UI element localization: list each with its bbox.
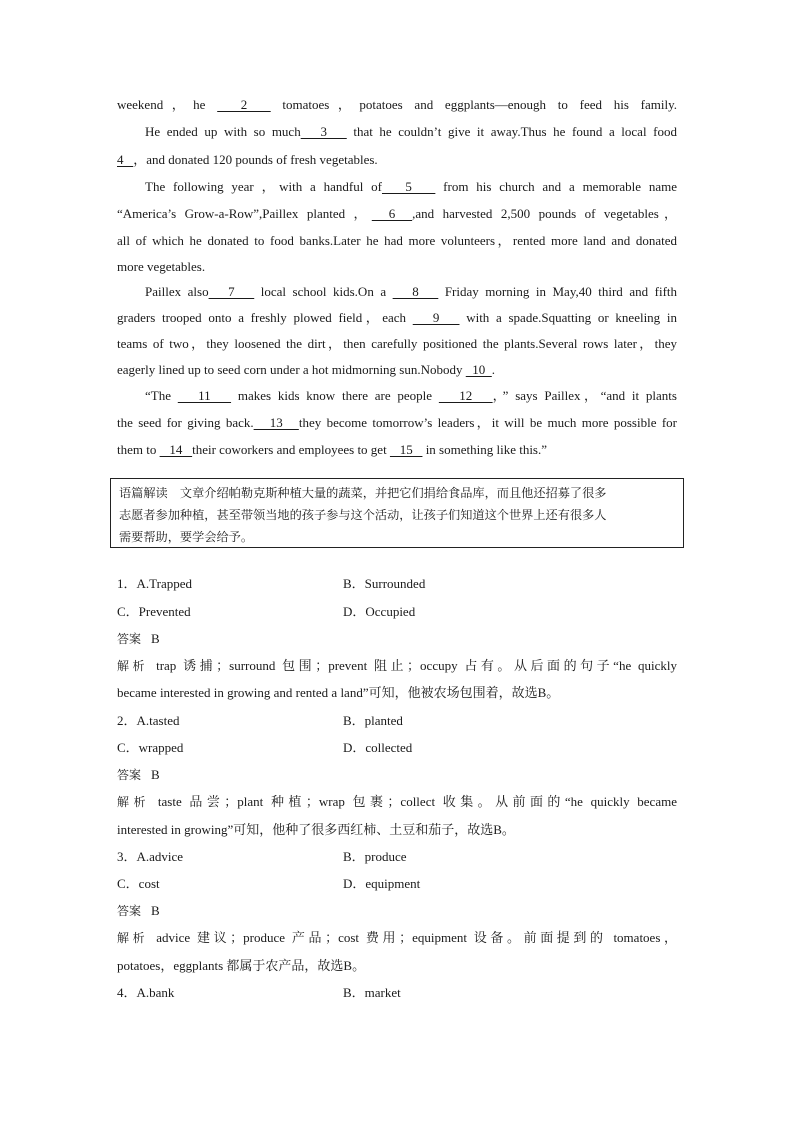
blank-7: 7: [208, 284, 255, 299]
q3-explanation-line-1: 解析 advice 建议；produce 产品；cost 费用；equipment 设备。前面提到的 tomatoes，: [117, 930, 677, 945]
passage-line-1: weekend，he 2 tomatoes，potatoes and eggplants—enough to feed his family.: [117, 97, 677, 112]
passage-line-13: the seed for giving back. 13 they become tomorrow’s leaders，it will be much more possible for: [117, 415, 677, 430]
q2-option-a: 2．A.tasted: [117, 713, 180, 728]
q1-explanation-line-1: 解析 trap 诱捕；surround 包围；prevent 阻止；occupy 占有。从后面的句子“he quickly: [117, 658, 677, 673]
passage-line-10: teams of two，they loosened the dirt，then carefully positioned the plants.Several rows later，they: [117, 336, 677, 351]
passage-line-11: eagerly lined up to seed corn under a hot midmorning sun.Nobody 10 .: [117, 362, 496, 377]
blank-9: 9: [412, 310, 460, 325]
blank-14: 14: [159, 442, 193, 457]
q1-explanation-line-2: became interested in growing and rented a land”可知，他被农场包围着，故选B。: [117, 685, 560, 700]
blank-8: 8: [392, 284, 439, 299]
q2-option-b: B．planted: [343, 713, 403, 728]
passage-line-5: “America’s Grow-a-Row”,Paillex planted ， 6 ,and harvested 2,500 pounds of vegetables，: [117, 206, 677, 221]
passage-line-8: Paillex also 7 local school kids.On a 8 Friday morning in May,40 third and fifth: [145, 284, 678, 299]
summary-line-2: 志愿者参加种植，甚至带领当地的孩子参与这个活动，让孩子们知道这个世界上还有很多人: [119, 508, 607, 522]
q2-option-c: C．wrapped: [117, 740, 184, 755]
passage-line-12: “The 11 makes kids know there are people 12 ，” says Paillex，“and it plants: [145, 388, 677, 403]
passage-line-2: He ended up with so much 3 that he couldn’t give it away.Thus he found a local food: [145, 124, 677, 139]
passage-line-14: them to 14 their coworkers and employees to get 15 in something like this.”: [117, 442, 548, 457]
q1-option-d: D．Occupied: [343, 604, 416, 619]
q2-explanation-line-2: interested in growing”可知，他种了很多西红柿、土豆和茄子，故选B。: [117, 822, 515, 837]
summary-line-3: 需要帮助，要学会给予。: [119, 530, 254, 544]
passage-line-3: 4 ，and donated 120 pounds of fresh vegetables.: [117, 152, 378, 167]
q4-option-b: B．market: [343, 985, 401, 1000]
q3-answer: 答案 B: [117, 903, 160, 918]
passage-line-4: The following year ，with a handful of 5 from his church and a memorable name: [145, 179, 678, 194]
q4-option-a: 4．A.bank: [117, 985, 175, 1000]
blank-6: 6: [371, 206, 413, 221]
q3-option-d: D．equipment: [343, 876, 421, 891]
blank-11: 11: [177, 388, 232, 403]
blank-12: 12: [438, 388, 493, 403]
q2-answer: 答案 B: [117, 767, 160, 782]
blank-3: 3: [300, 124, 347, 139]
q3-option-b: B．produce: [343, 849, 407, 864]
blank-2: 2: [217, 97, 271, 112]
q1-option-a: 1．A.Trapped: [117, 576, 192, 591]
passage-line-7: more vegetables.: [117, 259, 206, 274]
q3-option-a: 3．A.advice: [117, 849, 184, 864]
passage-line-6: all of which he donated to food banks.Later he had more volunteers，rented more land and donated: [117, 233, 677, 248]
q1-answer: 答案 B: [117, 631, 160, 646]
q3-explanation-line-2: potatoes，eggplants 都属于农产品，故选B。: [117, 958, 366, 973]
passage-line-9: graders trooped onto a freshly plowed field，each 9 with a spade.Squatting or kneeling in: [117, 310, 678, 325]
blank-4: 4: [117, 152, 134, 167]
summary-box: [110, 478, 684, 548]
blank-5: 5: [381, 179, 436, 194]
blank-13: 13: [253, 415, 299, 430]
q2-explanation-line-1: 解析 taste 品尝；plant 种植；wrap 包裹；collect 收集。从前面的“he quickly became: [117, 794, 677, 809]
blank-10: 10: [465, 362, 492, 377]
q1-option-b: B．Surrounded: [343, 576, 426, 591]
q3-option-c: C．cost: [117, 876, 160, 891]
q1-option-c: C．Prevented: [117, 604, 191, 619]
q2-option-d: D．collected: [343, 740, 413, 755]
summary-line-1: 语篇解读 文章介绍帕勒克斯种植大量的蔬菜，并把它们捐给食品库，而且他还招募了很多: [119, 486, 607, 500]
blank-15: 15: [389, 442, 423, 457]
